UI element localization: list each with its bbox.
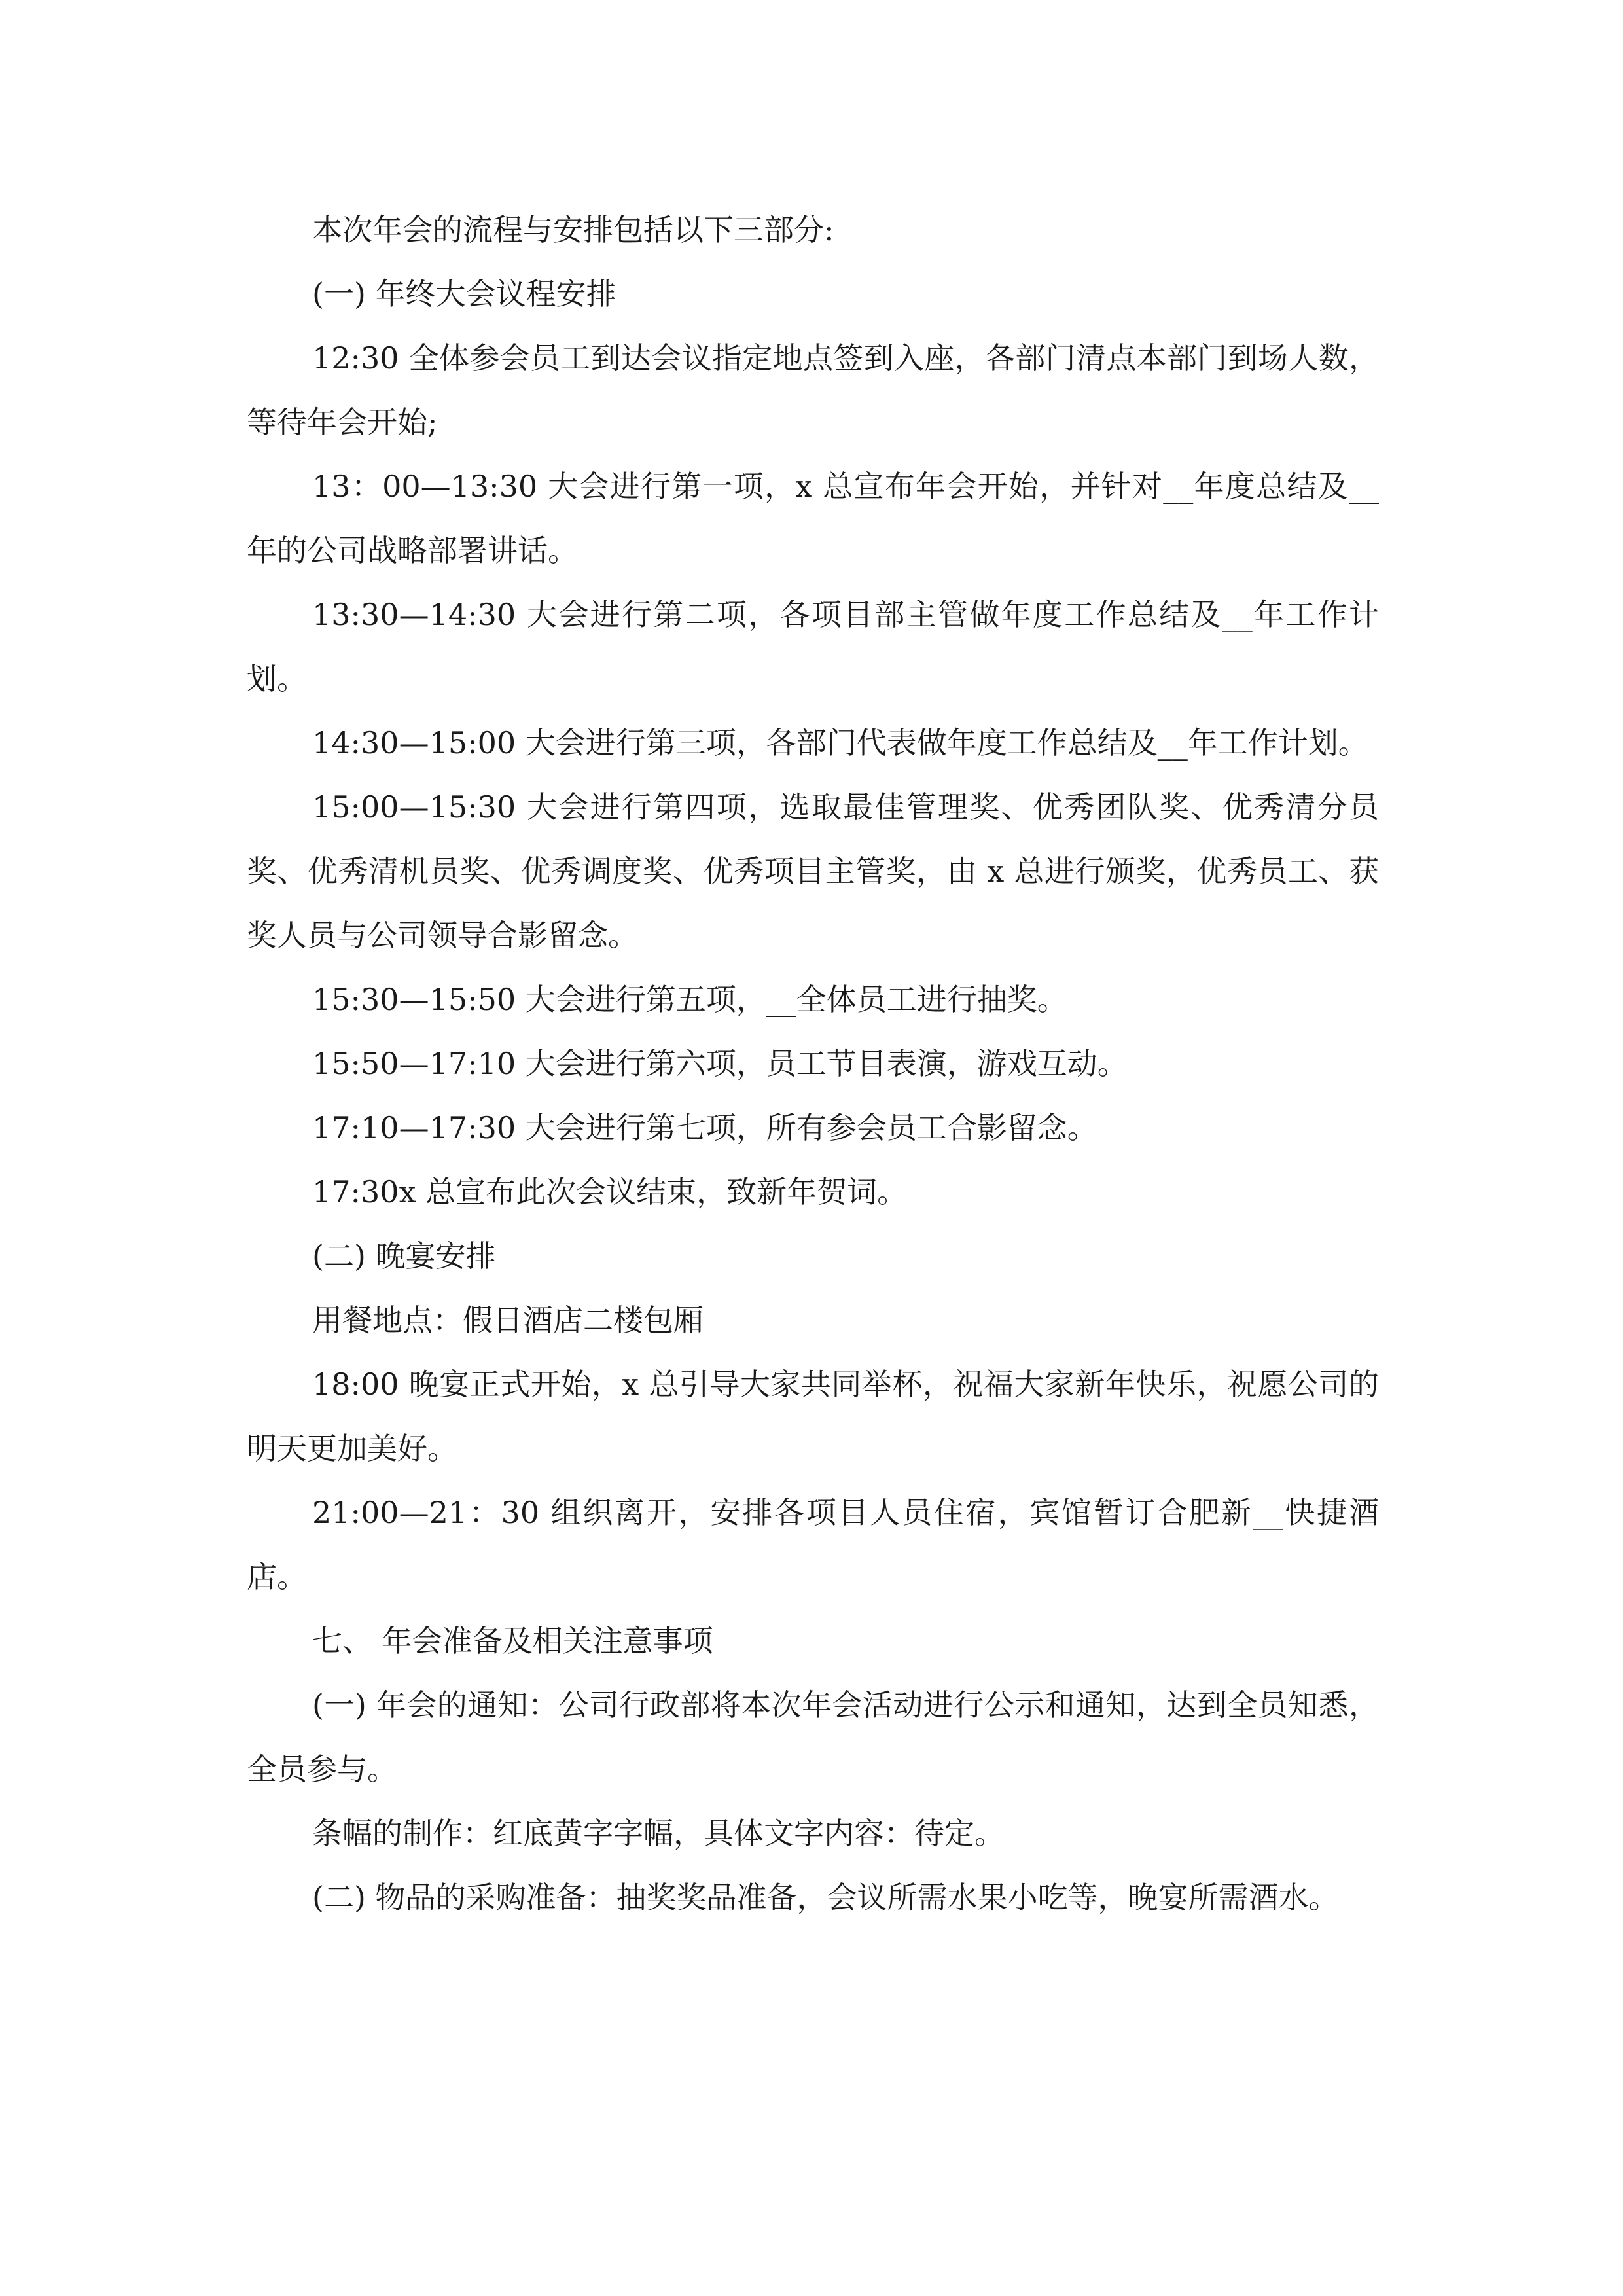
agenda-item: 12:30 全体参会员工到达会议指定地点签到入座，各部门清点本部门到场人数，等待年会开始;: [247, 340, 1379, 440]
agenda-item: 15:50—17:10 大会进行第六项，员工节目表演，游戏互动。: [312, 1046, 1128, 1081]
document-body: [247, 198, 1379, 1929]
agenda-item: 13：00—13:30 大会进行第一项，x 总宣布年会开始，并针对__年度总结及__年的公司战略部署讲话。: [247, 469, 1379, 568]
banquet-item: 18:00 晚宴正式开始，x 总引导大家共同举杯，祝福大家新年快乐，祝愿公司的明天更加美好。: [247, 1367, 1379, 1466]
agenda-item: 14:30—15:00 大会进行第三项，各部门代表做年度工作总结及__年工作计划。: [312, 725, 1368, 761]
preparation-item: (一) 年会的通知：公司行政部将本次年会活动进行公示和通知，达到全员知悉，全员参与。: [247, 1687, 1379, 1787]
section-heading-banquet: (二) 晚宴安排: [312, 1238, 496, 1274]
agenda-item: 17:30x 总宣布此次会议结束，致新年贺词。: [312, 1174, 908, 1210]
preparation-item: (二) 物品的采购准备：抽奖奖品准备，会议所需水果小吃等，晚宴所需酒水。: [312, 1880, 1339, 1915]
agenda-item: 13:30—14:30 大会进行第二项，各项目部主管做年度工作总结及__年工作计划。: [247, 597, 1379, 696]
preparation-item: 条幅的制作：红底黄字字幅，具体文字内容：待定。: [312, 1816, 1005, 1851]
banquet-venue: 用餐地点：假日酒店二楼包厢: [312, 1302, 704, 1338]
agenda-item: 15:00—15:30 大会进行第四项，选取最佳管理奖、优秀团队奖、优秀清分员奖、优秀清机员奖、优秀调度奖、优秀项目主管奖，由 x 总进行颁奖，优秀员工、获奖人员与公司领导合影留念。: [247, 789, 1379, 953]
section-heading-preparation: 七、 年会准备及相关注意事项: [312, 1623, 713, 1659]
banquet-item: 21:00—21：30 组织离开，安排各项目人员住宿，宾馆暂订合肥新__快捷酒店。: [247, 1495, 1379, 1594]
paragraph-intro: 本次年会的流程与安排包括以下三部分:: [312, 212, 834, 247]
agenda-item: 17:10—17:30 大会进行第七项，所有参会员工合影留念。: [312, 1110, 1097, 1145]
agenda-item: 15:30—15:50 大会进行第五项，__全体员工进行抽奖。: [312, 982, 1067, 1017]
section-heading-agenda: (一) 年终大会议程安排: [312, 276, 616, 312]
